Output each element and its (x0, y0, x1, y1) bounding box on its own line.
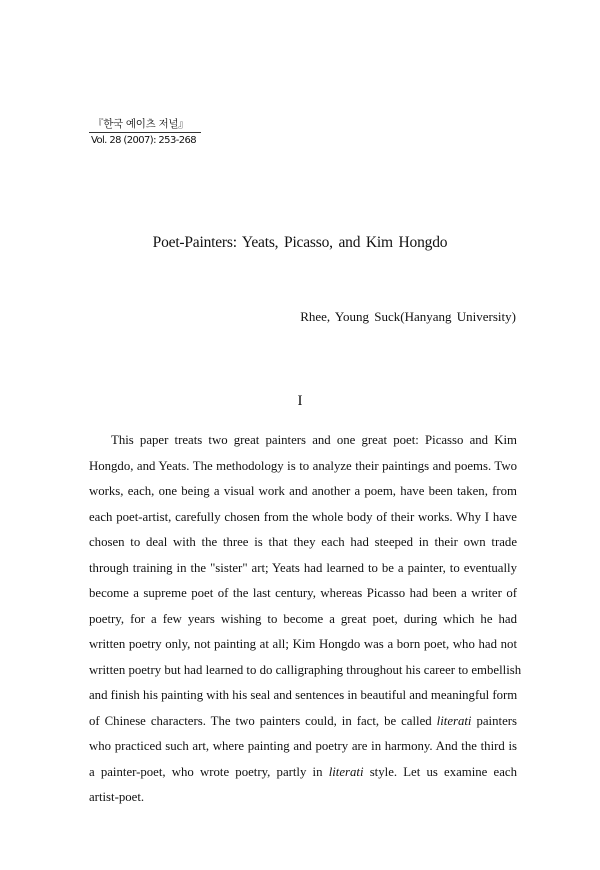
body-line: who practiced such art, where painting and poetry are in harmony. And the third is (89, 739, 517, 753)
body-paragraph (89, 428, 522, 811)
body-line: of Chinese characters. The two painters could, in fact, be called literati painters (89, 713, 517, 728)
emphasized-term: literati (436, 713, 472, 728)
section-heading: I (297, 393, 303, 409)
body-line: each poet-artist, carefully chosen from the whole body of their works. Why I have (89, 509, 517, 524)
body-line: chosen to deal with the three is that they each had steeped in their own trade (89, 535, 517, 549)
body-line: written poetry but had learned to do calligraphing throughout his career to embellish (89, 662, 522, 677)
journal-rule (89, 132, 201, 133)
body-line: Hongdo, and Yeats. The methodology is to analyze their paintings and poems. Two (89, 458, 517, 473)
body-line: written poetry only, not painting at all; Kim Hongdo was a born poet, who had not (89, 637, 517, 651)
journal-volume: Vol. 28 (2007): 253-268 (91, 135, 197, 146)
body-line: artist-poet. (89, 790, 145, 804)
body-line: poetry, for a few years wishing to become a great poet, during which he had (89, 611, 517, 626)
body-line: a painter-poet, who wrote poetry, partly in literati style. Let us examine each (89, 764, 517, 779)
author-affiliation: Rhee, Young Suck(Hanyang University) (300, 309, 516, 324)
body-line: through training in the "sister" art; Yeats had learned to be a painter, to eventually (89, 560, 517, 575)
paper-title: Poet-Painters: Yeats, Picasso, and Kim Hongdo (152, 234, 448, 251)
body-line: This paper treats two great painters and one great poet: Picasso and Kim (111, 433, 517, 447)
body-line: become a supreme poet of the last century, whereas Picasso had been a writer of (89, 586, 517, 600)
body-line: works, each, one being a visual work and another a poem, have been taken, from (89, 484, 517, 498)
emphasized-term: literati (328, 764, 364, 779)
journal-header (89, 118, 201, 147)
body-line: and finish his painting with his seal and sentences in beautiful and meaningful form (89, 688, 518, 702)
journal-name: 『한국 예이츠 저널』 (93, 118, 189, 130)
